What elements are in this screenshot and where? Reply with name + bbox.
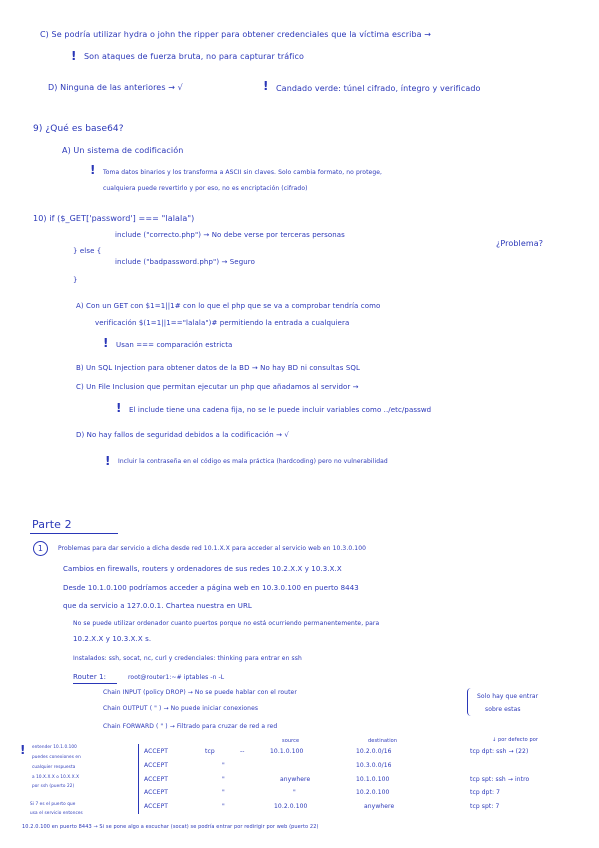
column-source: source — [282, 738, 300, 744]
side-note-line3: cualquier respuesta — [32, 764, 76, 769]
side-note-line2: puedes conexiones en — [32, 754, 81, 759]
exclamation-icon: ! — [105, 454, 111, 468]
question-10-answer-c: C) Un File Inclusion que permitan ejecutar un php que añadamos al servidor → — [76, 383, 359, 391]
rule-destination: anywhere — [364, 803, 395, 810]
column-port: ↓ por defecto por — [492, 737, 539, 743]
q1-line7: Instalados: ssh, socat, nc, curl y credenciales: thinking para entrar en ssh — [73, 655, 302, 662]
question-10-code-line5: } — [73, 276, 78, 284]
rule-protocol: tcp — [205, 748, 215, 755]
rule-source: " — [293, 789, 296, 796]
rule-source: 10.1.0.100 — [270, 748, 304, 755]
side-note-line7: usa el servicio entonces — [30, 810, 83, 815]
rule-protocol: " — [222, 803, 225, 810]
question-10-problem: ¿Problema? — [496, 239, 544, 248]
brace — [467, 688, 474, 716]
q1-line5: No se puede utilizar ordenador cuanto puertos porque no está ocurriendo permanentemente, para — [73, 620, 380, 627]
exclamation-icon: ! — [90, 163, 96, 177]
rule-destination: 10.1.0.100 — [356, 776, 390, 783]
question-10-code-line2: include ("correcto.php") → No debe verse por terceras personas — [115, 231, 345, 239]
side-note-line6: Si 7 es el puerto que — [30, 801, 76, 806]
question-9: 9) ¿Qué es base64? — [33, 124, 124, 134]
rule-protocol: " — [222, 762, 225, 769]
question-10-answer-b: B) Un SQL Injection para obtener datos de la BD → No hay BD ni consultas SQL — [76, 364, 360, 372]
option-d-note: Candado verde: túnel cifrado, íntegro y verificado — [276, 84, 481, 93]
question-9-answer-a: A) Un sistema de codificación — [62, 146, 184, 155]
rule-extra: tcp spt: ssh → intro — [470, 776, 530, 783]
rule-extra: tcp dpt: ssh → (22) — [470, 748, 529, 755]
rule-protocol: " — [222, 776, 225, 783]
rule-protocol: " — [222, 789, 225, 796]
q1-line1: Problemas para dar servicio a dicha desde red 10.1.X.X para acceder al servicio web en 10.3.0.100 — [58, 545, 367, 552]
section-title: Parte 2 — [32, 518, 72, 531]
rule-target: ACCEPT — [144, 748, 169, 755]
chain-output: Chain OUTPUT ( " ) → No puede iniciar conexiones — [103, 705, 259, 712]
rule-source: 10.2.0.100 — [274, 803, 308, 810]
rule-extra: tcp dpt: 7 — [470, 789, 501, 796]
q1-line2: Cambios en firewalls, routers y ordenadores de sus redes 10.2.X.X y 10.3.X.X — [63, 565, 342, 573]
question-10-answer-a-note: Usan === comparación estricta — [116, 341, 233, 349]
q1-line3: Desde 10.1.0.100 podríamos acceder a página web en 10.3.0.100 en puerto 8443 — [63, 584, 359, 592]
question-1-number: 1 — [33, 541, 48, 556]
exclamation-icon: ! — [20, 743, 26, 757]
question-9-note-line2: cualquiera puede revertirlo y por eso, no es encriptación (cifrado) — [103, 185, 308, 192]
question-10-code-line1: 10) if ($_GET['password'] === "lalala") — [33, 214, 195, 223]
side-note-line1: entender 10.1.0.100 — [32, 744, 77, 749]
option-c-note: Son ataques de fuerza bruta, no para capturar tráfico — [84, 52, 304, 61]
rule-target: ACCEPT — [144, 762, 169, 769]
final-line: 10.2.0.100 en puerto 8443 → Si se pone algo a escuchar (socat) se podría entrar por redirigir por web (puerto 22) — [22, 824, 319, 830]
question-10-answer-a-line1: A) Con un GET con $1=1||1# con lo que el php que se va a comprobar tendría como — [76, 302, 381, 310]
question-10-answer-c-note: El include tiene una cadena fija, no se le puede incluir variables como ../etc/passwd — [129, 406, 432, 414]
question-10-code-line3: } else { — [73, 247, 102, 255]
q1-line4: que da servicio a 127.0.0.1. Chartea nuestra en URL — [63, 602, 252, 610]
rule-destination: 10.2.0.0/16 — [356, 748, 392, 755]
rule-target: ACCEPT — [144, 789, 169, 796]
exclamation-icon: ! — [116, 401, 122, 415]
section-title-underline — [30, 533, 118, 534]
brace-note-line1: Solo hay que entrar — [477, 693, 539, 700]
router-command: root@router1:~# iptables -n -L — [128, 674, 225, 681]
table-separator — [138, 744, 139, 814]
rule-target: ACCEPT — [144, 803, 169, 810]
option-c-text: C) Se podría utilizar hydra o john the ripper para obtener credenciales que la víctima escriba → — [40, 30, 432, 39]
exclamation-icon: ! — [71, 49, 77, 63]
side-note-line5: por ssh (puerto 22) — [32, 783, 75, 788]
question-10-code-line4: include ("badpassword.php") → Seguro — [115, 258, 255, 266]
rule-source: anywhere — [280, 776, 311, 783]
rule-target: ACCEPT — [144, 776, 169, 783]
question-9-note-line1: Toma datos binarios y los transforma a ASCII sin claves. Solo cambia formato, no protege, — [103, 169, 383, 176]
rule-destination: 10.2.0.100 — [356, 789, 390, 796]
exclamation-icon: ! — [103, 336, 109, 350]
brace-note-line2: sobre estas — [485, 706, 521, 713]
router-label-underline — [73, 683, 117, 684]
column-destination: destination — [368, 738, 398, 744]
question-10-answer-a-line2: verificación $(1=1||1=="lalala")# permitiendo la entrada a cualquiera — [95, 319, 350, 327]
rule-destination: 10.3.0.0/16 — [356, 762, 392, 769]
question-10-answer-d: D) No hay fallos de seguridad debidos a la codificación → √ — [76, 431, 289, 439]
exclamation-icon: ! — [263, 79, 269, 93]
router-label: Router 1: — [73, 673, 107, 681]
chain-input: Chain INPUT (policy DROP) → No se puede hablar con el router — [103, 689, 297, 696]
rule-extra: tcp spt: 7 — [470, 803, 500, 810]
rule-option: -- — [240, 748, 245, 755]
q1-line6: 10.2.X.X y 10.3.X.X s. — [73, 635, 152, 643]
option-d-text: D) Ninguna de las anteriores → √ — [48, 83, 183, 92]
side-note-line4: a 10.X.X.X o 10.X.X.X — [32, 774, 80, 779]
chain-forward: Chain FORWARD ( " ) → Filtrado para cruzar de red a red — [103, 723, 278, 730]
question-10-answer-d-note: Incluir la contraseña en el código es mala práctica (hardcoding) pero no vulnerabilidad — [118, 458, 388, 465]
